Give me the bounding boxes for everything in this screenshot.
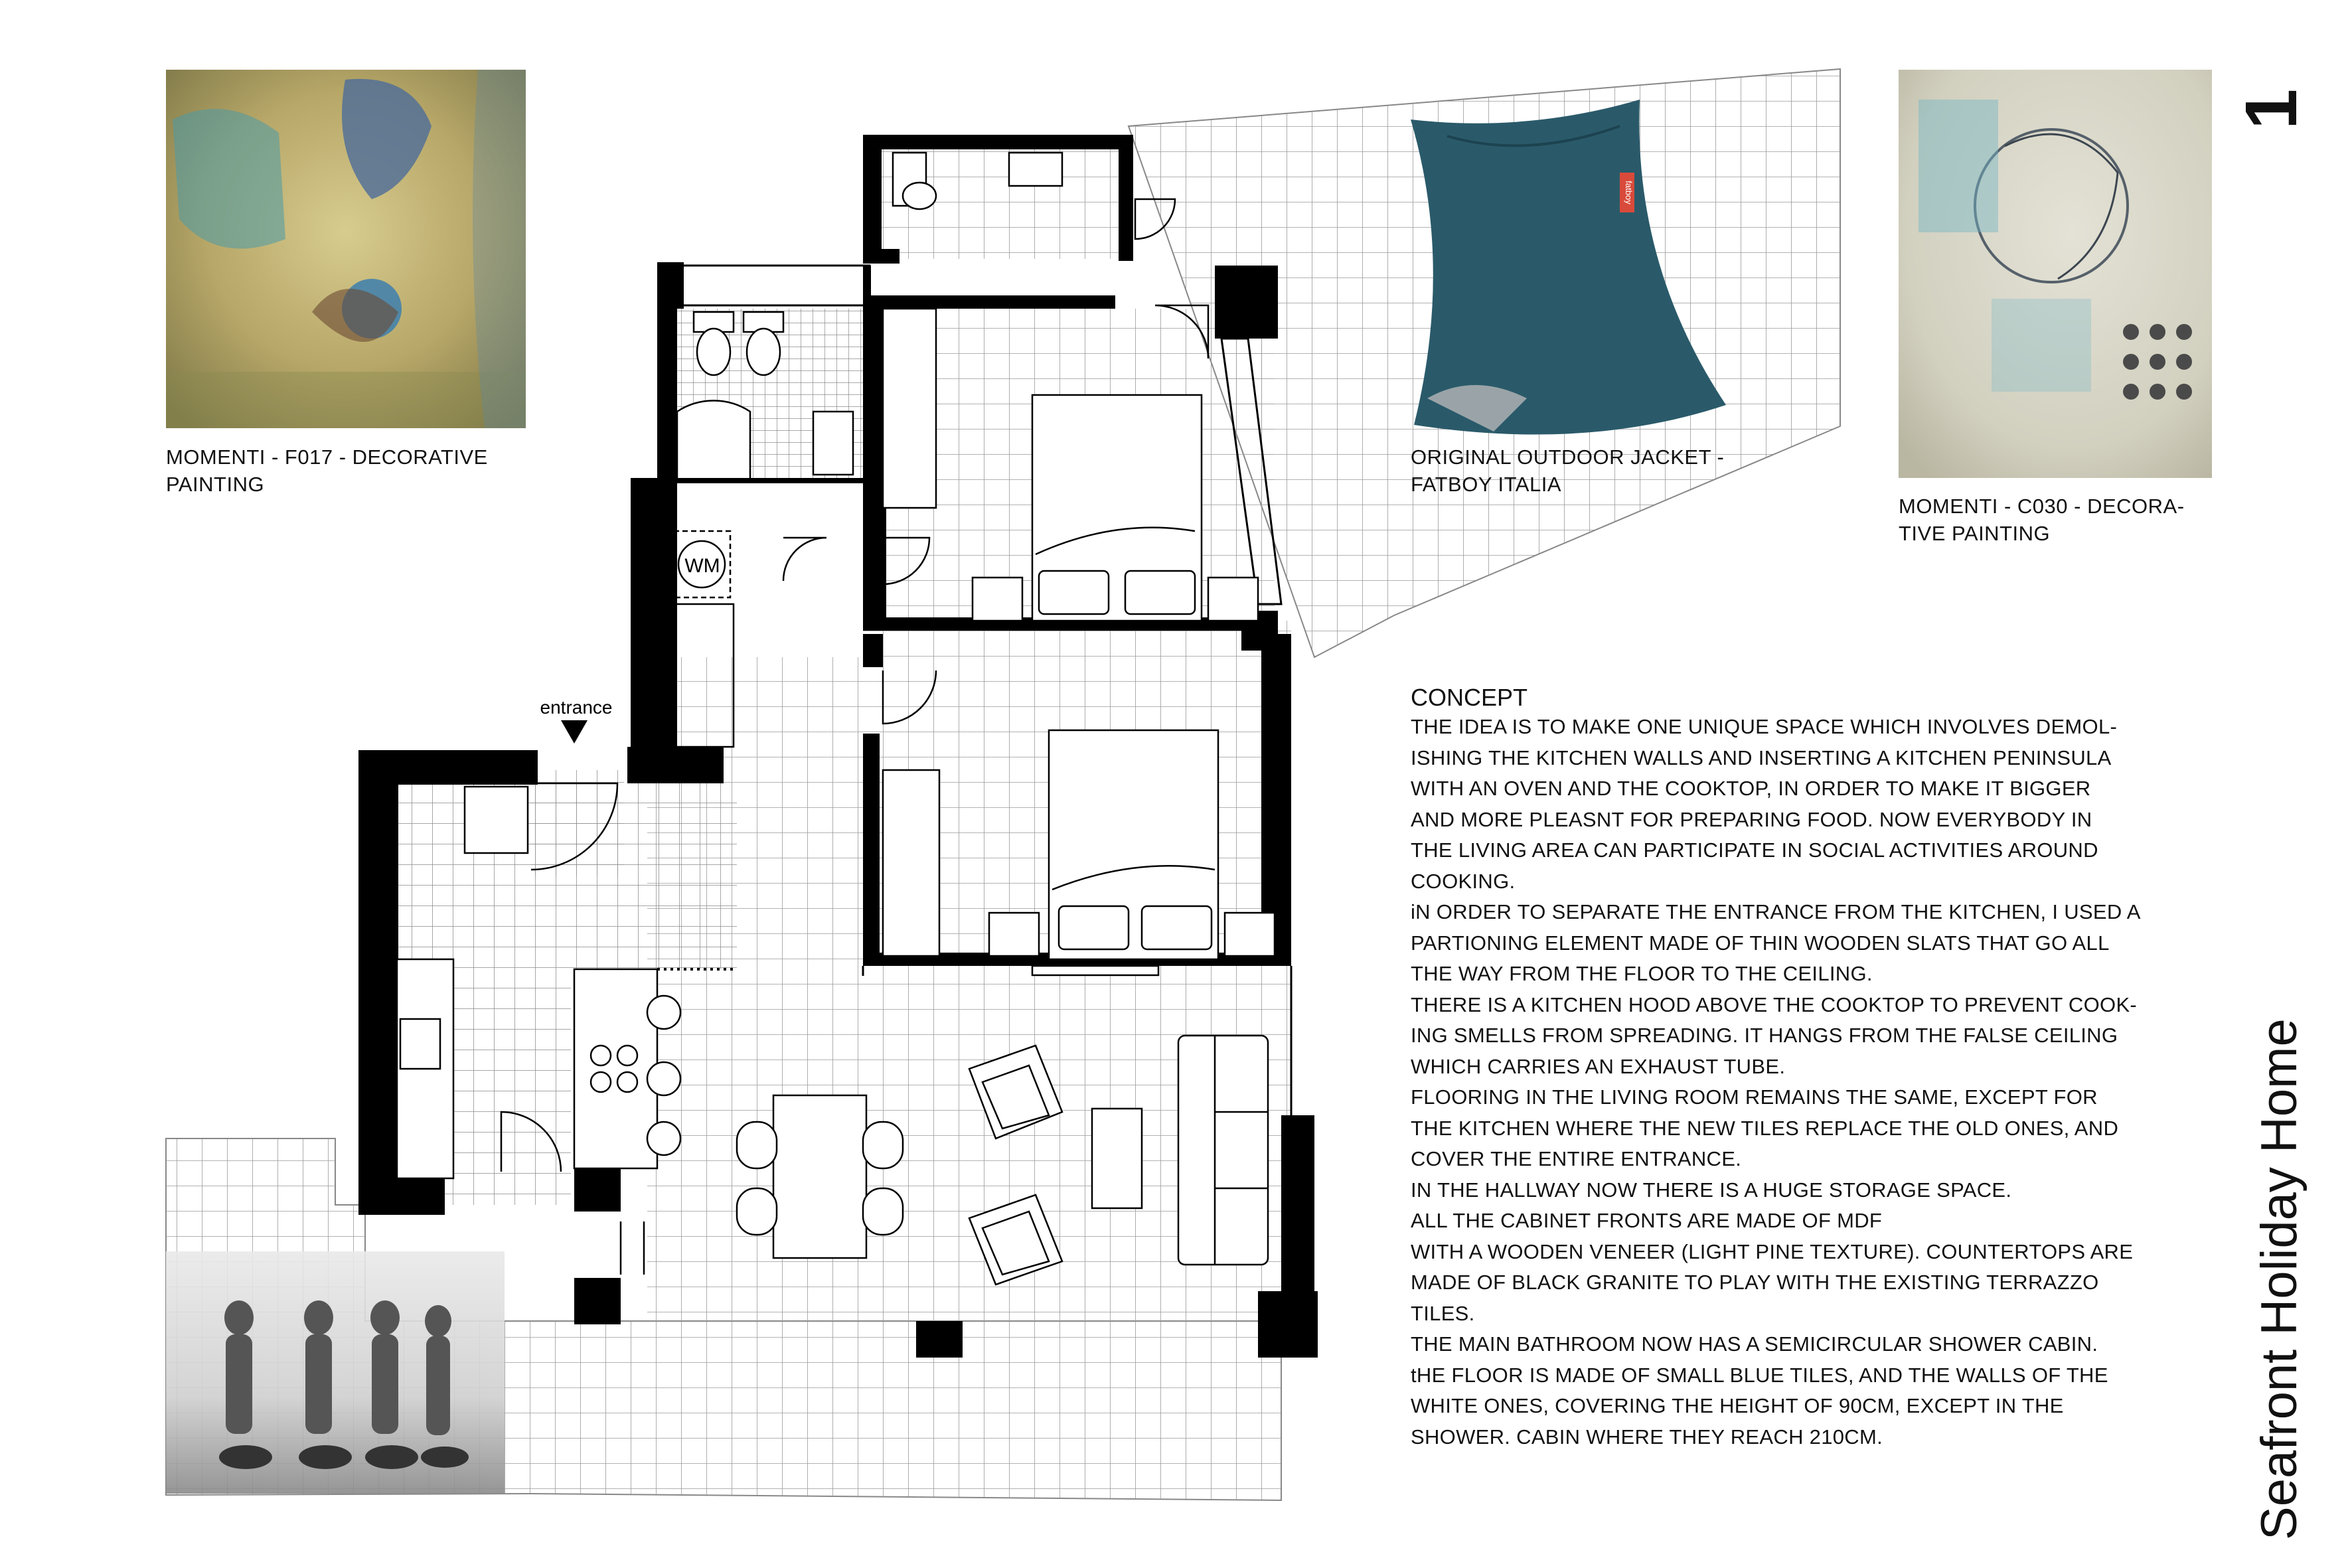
painting-right-caption-line: TIVE PAINTING [1899, 522, 2051, 545]
side-title [2250, 969, 2317, 1540]
concept-line: THE LIVING AREA CAN PARTICIPATE IN SOCIAL ACTIVITIES AROUND [1411, 838, 2098, 862]
painting-right-caption-line: MOMENTI - C030 - DECORA- [1899, 495, 2185, 518]
side-title-text: Seafront Holiday Home [2251, 1018, 2308, 1540]
concept-line: FLOORING IN THE LIVING ROOM REMAINS THE SAME, EXCEPT FOR [1411, 1085, 2098, 1109]
concept-line: ISHING THE KITCHEN WALLS AND INSERTING A KITCHEN PENINSULA [1411, 745, 2112, 769]
beanbag-caption-line: ORIGINAL OUTDOOR JACKET - [1411, 445, 1725, 469]
concept-line: ALL THE CABINET FRONTS ARE MADE OF MDF [1411, 1209, 1883, 1232]
concept-line: IN THE HALLWAY NOW THERE IS A HUGE STORAGE SPACE. [1411, 1178, 2012, 1202]
concept-line: THERE IS A KITCHEN HOOD ABOVE THE COOKTOP TO PREVENT COOK- [1411, 992, 2138, 1016]
concept-line: AND MORE PLEASNT FOR PREPARING FOOD. NOW EVERYBODY IN [1411, 807, 2092, 831]
concept-line: ING SMELLS FROM SPREADING. IT HANGS FROM THE FALSE CEILING [1411, 1024, 2118, 1047]
beanbag-tag-label: fatboy [1624, 181, 1634, 204]
concept-block [1411, 684, 2174, 1452]
concept-lines [1411, 712, 2174, 1452]
painting-left-caption-line: PAINTING [166, 473, 265, 496]
concept-line: THE WAY FROM THE FLOOR TO THE CEILING. [1411, 962, 1873, 985]
concept-line: TILES. [1411, 1301, 1475, 1325]
sheet-number [2231, 53, 2312, 129]
painting-right-image [1899, 70, 2212, 478]
beanbag-caption-line: FATBOY ITALIA [1411, 473, 1562, 496]
concept-title: CONCEPT [1411, 684, 1528, 711]
concept-line: SHOWER. CABIN WHERE THEY REACH 210CM. [1411, 1425, 1883, 1449]
concept-line: MADE OF BLACK GRANITE TO PLAY WITH THE EXISTING TERRAZZO [1411, 1271, 2099, 1294]
concept-line: WHICH CARRIES AN EXHAUST TUBE. [1411, 1054, 1786, 1078]
entrance-marker [540, 697, 613, 744]
concept-line: COOKING. [1411, 869, 1516, 893]
vintage-beach-photo [166, 1251, 505, 1494]
concept-line: WITH A WOODEN VENEER (LIGHT PINE TEXTURE). COUNTERTOPS ARE [1411, 1239, 2134, 1263]
painting-left-image [166, 70, 526, 428]
painting-right-caption [1899, 493, 2231, 547]
concept-line: PARTIONING ELEMENT MADE OF THIN WOODEN SLATS THAT GO ALL [1411, 931, 2110, 955]
beanbag-caption [1411, 443, 1809, 498]
washing-machine-label: WM [684, 555, 720, 577]
concept-line: iN ORDER TO SEPARATE THE ENTRANCE FROM THE KITCHEN, I USED A [1411, 900, 2141, 923]
concept-line: THE IDEA IS TO MAKE ONE UNIQUE SPACE WHICH INVOLVES DEMOL- [1411, 715, 2118, 738]
concept-line: WHITE ONES, COVERING THE HEIGHT OF 90CM, EXCEPT IN THE [1411, 1394, 2064, 1417]
sheet-number-text: 1 [2231, 88, 2312, 129]
entrance-label: entrance [540, 697, 613, 718]
concept-line: tHE FLOOR IS MADE OF SMALL BLUE TILES, AND THE WALLS OF THE [1411, 1363, 2108, 1387]
concept-line: WITH AN OVEN AND THE COOKTOP, IN ORDER TO MAKE IT BIGGER [1411, 777, 2091, 800]
concept-line: THE KITCHEN WHERE THE NEW TILES REPLACE THE OLD ONES, AND [1411, 1116, 2119, 1140]
painting-left-caption-line: MOMENTI - F017 - DECORATIVE [166, 445, 488, 469]
painting-left-caption [166, 443, 564, 498]
concept-line: COVER THE ENTIRE ENTRANCE. [1411, 1147, 1742, 1170]
concept-line: THE MAIN BATHROOM NOW HAS A SEMICIRCULAR SHOWER CABIN. [1411, 1332, 2098, 1356]
